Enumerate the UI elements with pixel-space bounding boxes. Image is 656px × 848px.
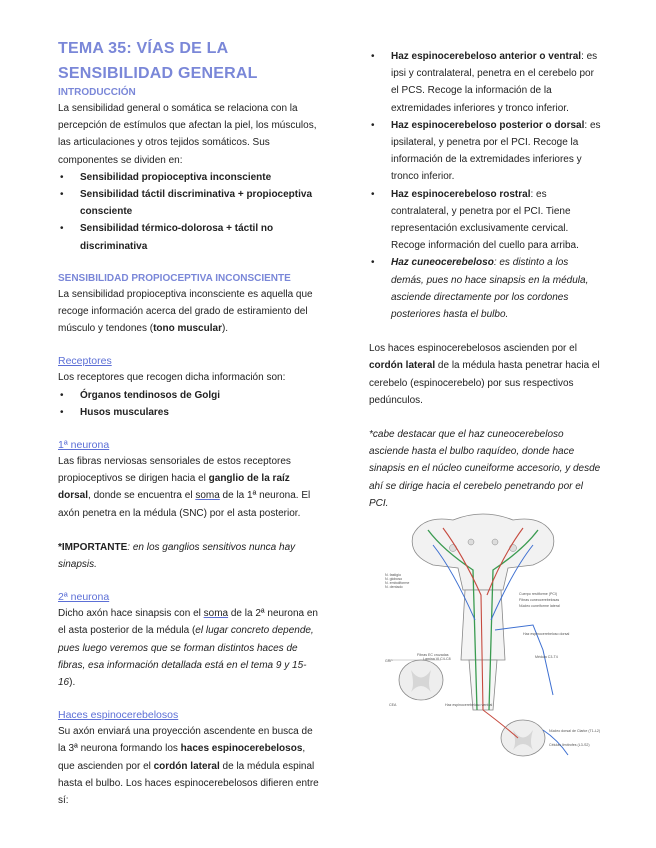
tracts-list (369, 48, 601, 323)
list-item: • Husos musculares (60, 406, 169, 418)
importante-note: *IMPORTANTE: en los ganglios sensitivos nunca hay sinapsis. (58, 541, 296, 571)
receptores-text: Los receptores que recogen dicha información son: (58, 372, 286, 384)
haces-heading: Haces espinocerebelosos (58, 709, 179, 722)
neurona2-text: Dicho axón hace sinapsis con el soma de la 2ª neurona en el asta posterior de la médula (el lugar concreto depende, pues luego veremos que se forman distintos haces de fibras, esa información detallada está en el tema 9 y 15-16). (58, 608, 318, 689)
right-column (369, 48, 601, 512)
intro-text: La sensibilidad general o somática se relaciona con la percepción de estímulos que afectan la piel, los músculos, las articulaciones y otros tejidos somáticos. Sus componentes se dividen en: (58, 103, 317, 166)
fig-label: Células limítrofes (L3-S2) (549, 743, 590, 747)
fig-label: Haz espinocerebeloso dorsal (523, 632, 570, 636)
haces-text: Su axón enviará una proyección ascendente en busca de la 3ª neurona formando los haces espinocerebelosos, que ascienden por el cordón lateral de la médula espinal hasta el bulbo. Los haces espinocerebelosos difieren entre sí: (58, 726, 319, 807)
list-item: • Haz espinocerebeloso rostral: es contralateral, y penetra por el PCI. Tiene representación exclusivamente cervical. Recoge información del cuello para arriba. (371, 188, 579, 252)
fig-label: CEA (389, 703, 397, 707)
spinocerebellar-diagram (383, 510, 601, 772)
left-column (58, 36, 320, 809)
fig-label: N. emboliforme (385, 581, 410, 585)
fig-label: Cuerpo restiforme (PCI) (519, 592, 558, 596)
list-item: • Sensibilidad táctil discriminativa + propioceptiva consciente (60, 189, 313, 218)
fig-label: Núcleo cuneiforme lateral (519, 604, 560, 608)
list-item: • Órganos tendinosos de Golgi (60, 389, 221, 401)
fig-label: N. dentado (385, 585, 403, 589)
list-item: • Haz espinocerebeloso posterior o dorsal: es ipsilateral, y penetra por el PCI. Recoge la información de la extremidades inferiores y tronco inferior. (371, 119, 601, 183)
list-item: • Sensibilidad térmico-dolorosa + táctil no discriminativa (60, 223, 274, 252)
intro-heading: INTRODUCCIÓN (58, 87, 136, 98)
receptores-heading: Receptores (58, 355, 112, 368)
fig-label: Núcleo dorsal de Clarke (T1-L2) (549, 729, 601, 733)
neurona2-heading: 2ª neurona (58, 591, 110, 604)
neurona1-text: Las fibras nerviosas sensoriales de estos receptores propioceptivos se dirigen hacia el ganglio de la raíz dorsal, donde se encuentra el soma de la 1ª neurona. El axón penetra en la médula (SNC) por el asta posterior. (58, 456, 311, 519)
fig-label: Haz espinocerebeloso ventral (445, 703, 493, 707)
neurona1-heading: 1ª neurona (58, 439, 110, 452)
receptores-list (58, 387, 320, 421)
list-item: • Sensibilidad propioceptiva inconsciente (60, 171, 272, 183)
list-item: • Haz espinocerebeloso anterior o ventral: es ipsi y contralateral, penetra en el cerebelo por el PCS. Recoge la información de la extremidades inferiores y tronco inferior. (371, 51, 598, 114)
fig-label: Fibras cuneocerebelosas (519, 598, 560, 602)
fig-label: Fibras EC cruzadas (417, 653, 449, 657)
ascend-text: Los haces espinocerebelosos ascienden por el cordón lateral de la médula hasta penetrar hacia el cerebelo (espinocerebelo) por sus respectivos pedúnculos. (369, 343, 600, 406)
fig-label: GRP (385, 659, 393, 663)
fig-label: Lamina VI C4-C8 (423, 657, 451, 661)
intro-list (58, 169, 320, 255)
fig-label: N. globoso (385, 577, 403, 581)
page-title: TEMA 35: VÍAS DE LA SENSIBILIDAD GENERAL (58, 40, 258, 82)
propio-heading: SENSIBILIDAD PROPIOCEPTIVA INCONSCIENTE (58, 272, 291, 284)
list-item: • Haz cuneocerebeloso: es distinto a los demás, pues no hace sinapsis en la médula, asciende directamente por los cordones posteriores hasta el bulbo. (371, 257, 589, 321)
fig-label: Médula C3-T4 (535, 655, 558, 659)
propio-text: La sensibilidad propioceptiva inconsciente es aquella que recoge información acerca del grado de estiramiento del músculo y tendones (tono muscular). (58, 288, 313, 335)
cuneo-note: *cabe destacar que el haz cuneocerebeloso asciende hasta el bulbo raquídeo, donde hace sinapsis en el núcleo cuneiforme accesorio, y desde ahí se dirige hacia el cerebelo penetrando por el PCI. (369, 429, 601, 509)
fig-label: N. fastigio (385, 573, 401, 577)
